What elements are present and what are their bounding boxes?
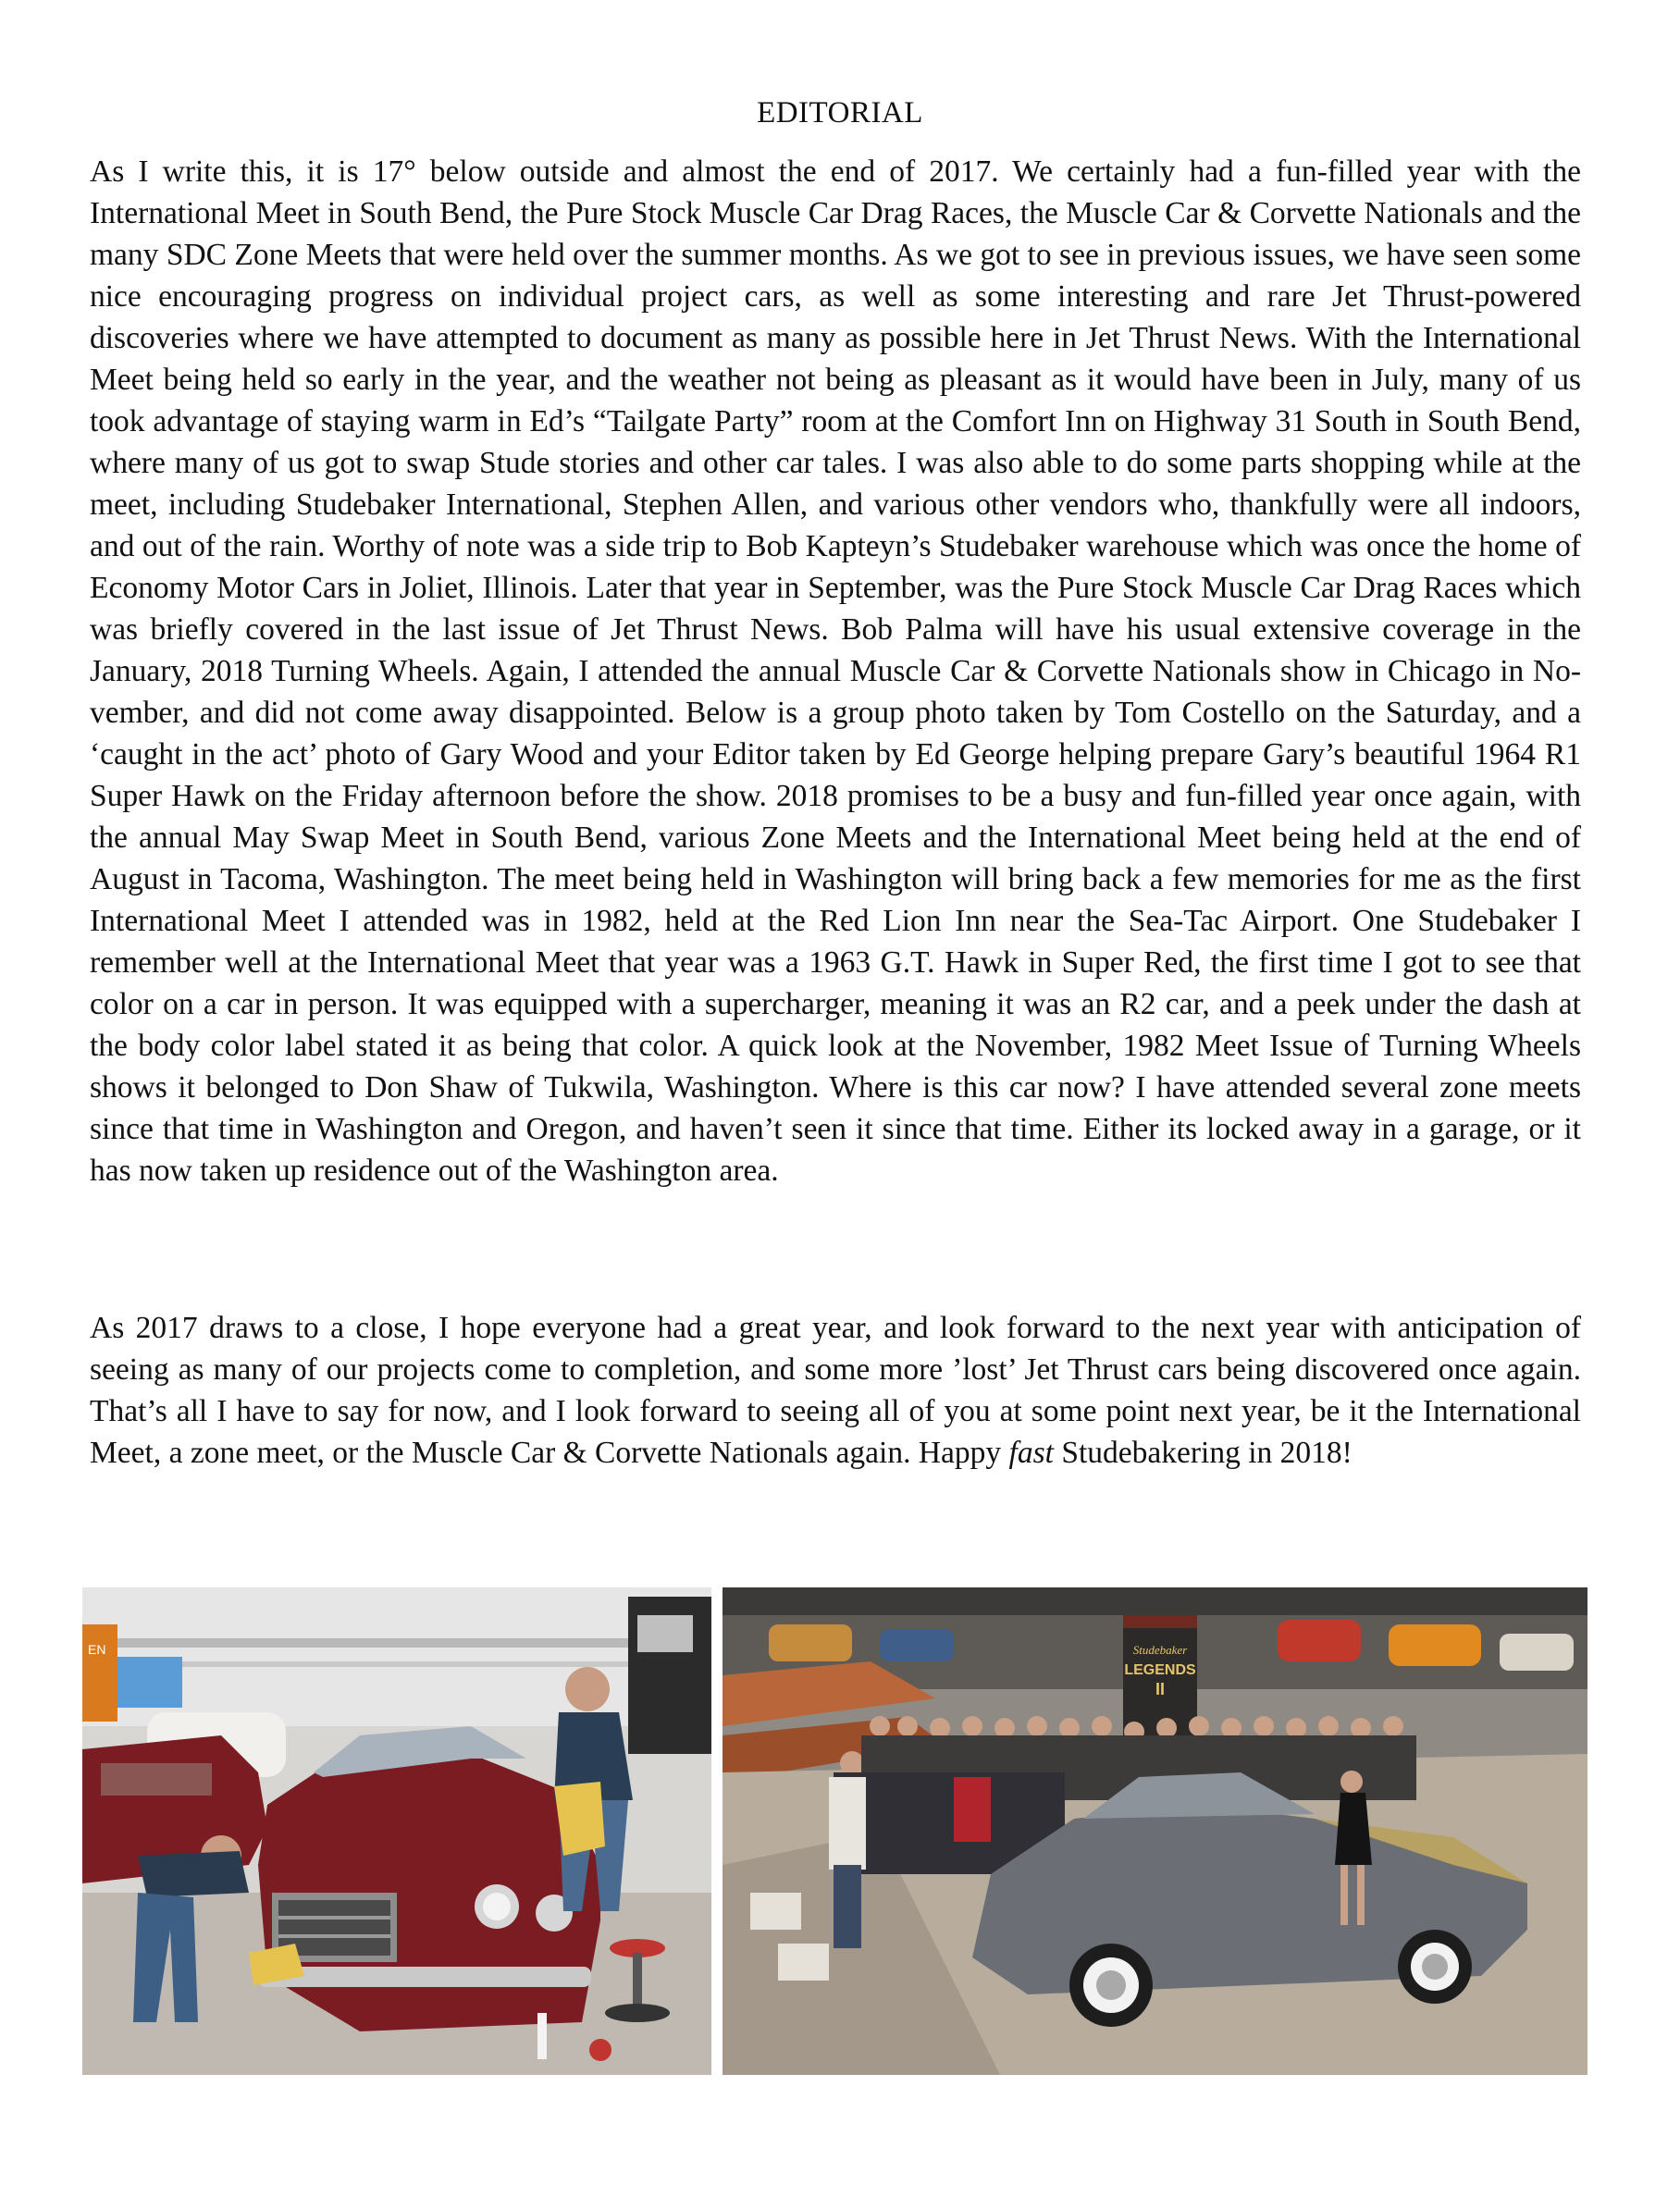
page-title: EDITORIAL: [757, 96, 923, 130]
sign-title: LEGENDS: [1124, 1662, 1196, 1678]
editorial-paragraph-2: [90, 1307, 1581, 1474]
editorial-paragraph-1: As I write this, it is 17° below outside and almost the end of 2017. We certainly had a fun-filled year with the International Meet in South Bend, the Pure Stock Muscle Car Drag Races, the Muscle Car & Corvette Nationals and the many SDC Zone Meets that were held over the summer months. As we got to see in previous issues, we have seen some nice encouraging progress on individual project cars, as well as some interesting and rare Jet Thrust-powered discoveries where we have attempted to document as many as possible here in Jet Thrust News. With the International Meet being held so early in the year, and the weather not being as pleasant as it would have been in July, many of us took advantage of staying warm in Ed’s “Tailgate Party” room at the Comfort Inn on Highway 31 South in South Bend, where many of us got to swap Stude stories and other car tales. I was also able to do some parts shopping while at the meet, including Studebaker International, Stephen Allen, and various other vendors who, thankfully were all indoors, and out of the rain. Worthy of note was a side trip to Bob Kapteyn’s Studebaker warehouse which was once the home of Economy Motor Cars in Joliet, Illinois. Later that year in September, was the Pure Stock Muscle Car Drag Races which was briefly covered in the last issue of Jet Thrust News. Bob Palma will have his usual extensive coverage in the January, 2018 Turning Wheels. Again, I attended the annual Muscle Car & Corvette Nationals show in Chicago in November, and did not come away disappointed. Below is a group photo taken by Tom Costello on the Saturday, and a ‘caught in the act’ photo of Gary Wood and your Editor taken by Ed George helping prepare Gary’s beautiful 1964 R1 Super Hawk on the Friday afternoon before the show. 2018 promises to be a busy and fun-filled year once again, with the annual May Swap Meet in South Bend, various Zone Meets and the International Meet being held at the end of August in Tacoma, Washington. The meet being held in Washington will bring back a few memories for me as the first International Meet I attended was in 1982, held at the Red Lion Inn near the Sea-Tac Airport. One Studebaker I remember well at the International Meet that year was a 1963 G.T. Hawk in Super Red, the first time I got to see that color on a car in person. It was equipped with a supercharger, meaning it was an R2 car, and a peek under the dash at the body color label stated it as being that color. A quick look at the November, 1982 Meet Issue of Turning Wheels shows it belonged to Don Shaw of Tukwila, Washington. Where is this car now? I have attended several zone meets since that time in Washington and Oregon, and haven’t seen it since that time. Either its locked away in a garage, or it has now taken up residence out of the Washington area.: [90, 154, 1581, 1188]
red-hawk-illustration: [82, 1587, 711, 2075]
banner-text: EN: [88, 1642, 106, 1657]
paragraph-2-italic-word: fast: [1008, 1436, 1054, 1470]
photo-group-legends: [723, 1587, 1587, 2075]
sign-brand: Studebaker: [1132, 1643, 1188, 1657]
paragraph-2-text: As 2017 draws to a close, I hope everyone had a great year, and look forward to the next year with anticipation of seeing as many of our projects come to completion, and some more ’lost’ Jet Thrust cars being discovered once again. That’s all I have to say for now, and I look forward to seeing all of you at some point next year, be it the International Meet, a zone meet, or the Muscle Car & Corvette Nationals again. Happy: [90, 1311, 1581, 1470]
paragraph-2-ending: Studebakering in 2018!: [1053, 1436, 1353, 1470]
photo-red-hawk-prep: [82, 1587, 711, 2075]
group-photo-illustration: [723, 1587, 1587, 2075]
sign-number: II: [1155, 1680, 1166, 1698]
